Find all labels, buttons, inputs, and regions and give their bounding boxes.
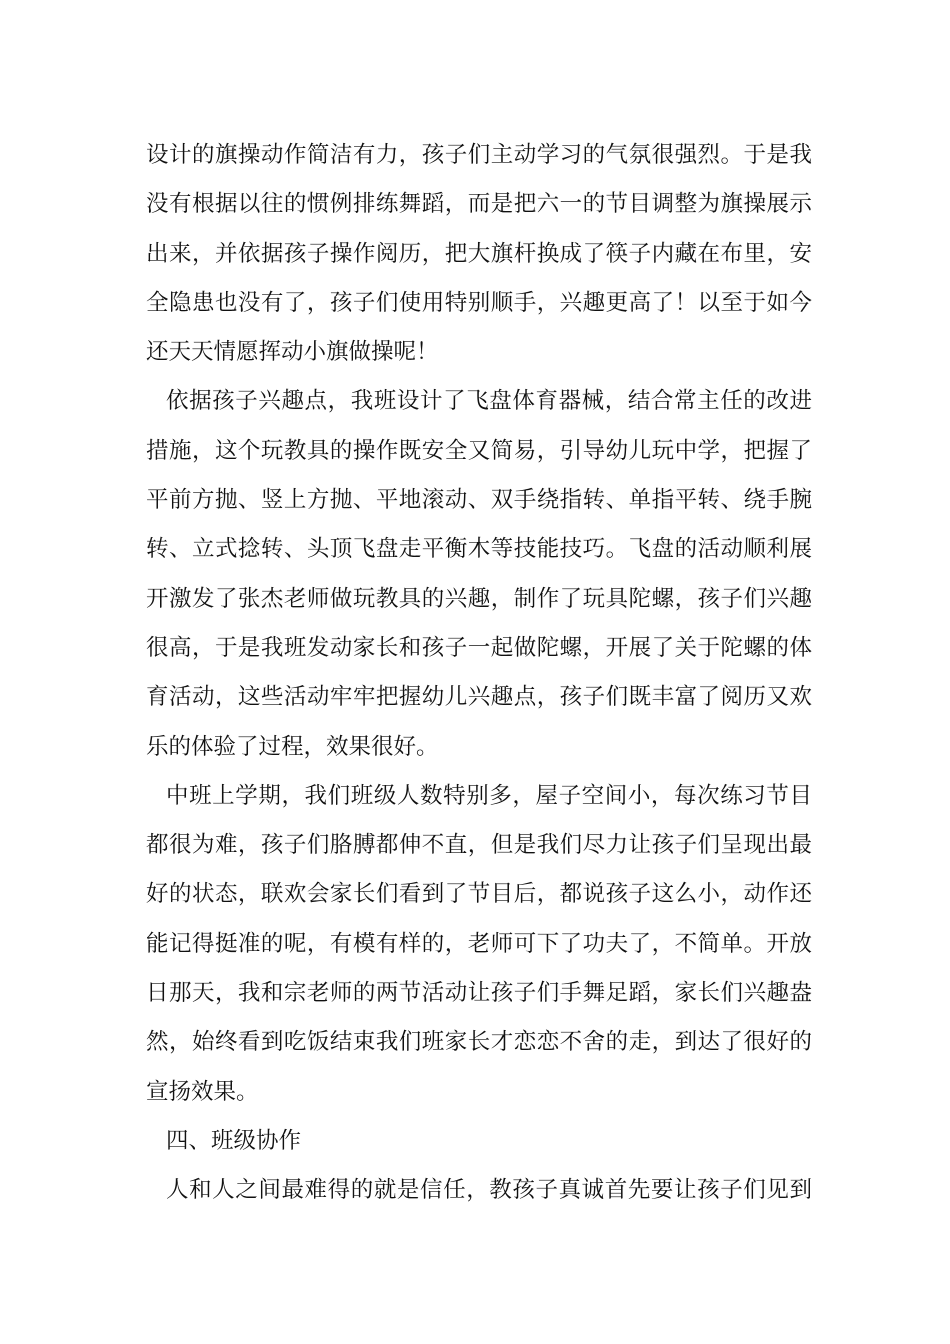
text-line: 平前方抛、竖上方抛、平地滚动、双手绕指转、单指平转、绕手腕 — [146, 487, 812, 514]
text-line: 全隐患也没有了，孩子们使用特别顺手，兴趣更高了！以至于如今 — [146, 289, 812, 316]
text-line: 育活动，这些活动牢牢把握幼儿兴趣点，孩子们既丰富了阅历又欢 — [146, 684, 812, 711]
text-line: 都很为难，孩子们胳膊都伸不直，但是我们尽力让孩子们呈现出最 — [146, 832, 812, 859]
section-heading: 四、班级协作 — [166, 1127, 302, 1154]
text-line: 转、立式捻转、头顶飞盘走平衡木等技能技巧。飞盘的活动顺利展 — [146, 536, 812, 563]
text-line: 措施，这个玩教具的操作既安全又简易，引导幼儿玩中学，把握了 — [146, 437, 812, 464]
document-body — [146, 131, 812, 1216]
text-line: 乐的体验了过程，效果很好。 — [146, 733, 439, 760]
text-line: 开激发了张杰老师做玩教具的兴趣，制作了玩具陀螺，孩子们兴趣 — [146, 585, 812, 612]
text-line: 出来，并依据孩子操作阅历，把大旗杆换成了筷子内藏在布里，安 — [146, 240, 812, 267]
paragraph-first-line: 依据孩子兴趣点，我班设计了飞盘体育器械，结合常主任的改进 — [166, 388, 812, 415]
text-line: 宣扬效果。 — [146, 1078, 259, 1105]
paragraph-first-line: 人和人之间最难得的就是信任，教孩子真诚首先要让孩子们见到 — [166, 1177, 812, 1204]
text-line: 日那天，我和宗老师的两节活动让孩子们手舞足蹈，家长们兴趣盎 — [146, 980, 812, 1007]
text-line: 还天天情愿挥动小旗做操呢！ — [146, 339, 439, 366]
text-line: 好的状态，联欢会家长们看到了节目后，都说孩子这么小，动作还 — [146, 881, 812, 908]
text-line: 很高，于是我班发动家长和孩子一起做陀螺，开展了关于陀螺的体 — [146, 634, 812, 661]
text-line: 然，始终看到吃饭结束我们班家长才恋恋不舍的走，到达了很好的 — [146, 1029, 812, 1056]
paragraph-first-line: 中班上学期，我们班级人数特别多，屋子空间小，每次练习节目 — [166, 782, 812, 809]
text-line: 没有根据以往的惯例排练舞蹈，而是把六一的节目调整为旗操展示 — [146, 191, 812, 218]
text-line: 设计的旗操动作简洁有力，孩子们主动学习的气氛很强烈。于是我 — [146, 142, 812, 168]
text-line: 能记得挺准的呢，有模有样的，老师可下了功夫了，不简单。开放 — [146, 930, 812, 957]
